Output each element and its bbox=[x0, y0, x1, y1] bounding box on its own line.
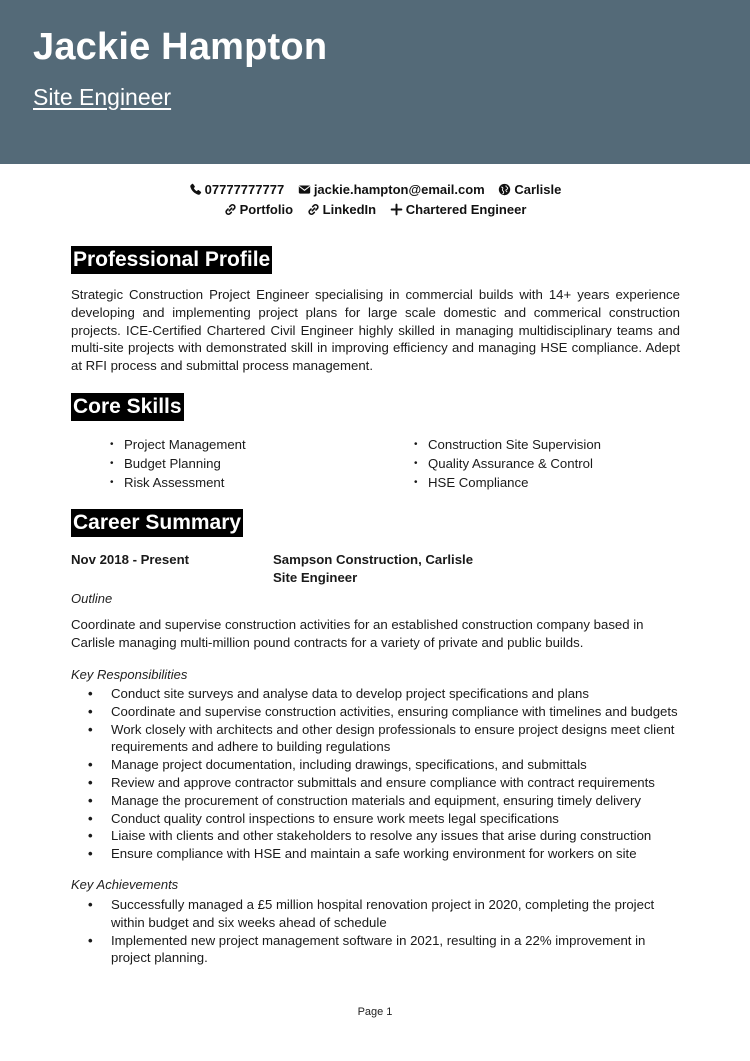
contact-credential bbox=[390, 202, 527, 217]
list-item: • Conduct site surveys and analyse data to develop project specifications and plans bbox=[88, 685, 688, 703]
candidate-name: Jackie Hampton bbox=[33, 26, 328, 68]
globe-icon bbox=[498, 183, 511, 196]
page-number: Page 1 bbox=[357, 1006, 393, 1018]
responsibilities-list bbox=[88, 685, 688, 863]
contact-phone-text: 07777777777 bbox=[204, 182, 285, 197]
contact-linkedin[interactable] bbox=[307, 202, 376, 217]
contact-credential-text: Chartered Engineer bbox=[405, 202, 527, 217]
skill-item: • Risk Assessment bbox=[110, 474, 246, 493]
list-item: • Ensure compliance with HSE and maintain a safe working environment for workers on site bbox=[88, 845, 688, 863]
envelope-icon bbox=[298, 183, 311, 196]
achievements-list bbox=[88, 896, 688, 967]
skill-item: • Quality Assurance & Control bbox=[414, 455, 601, 474]
plus-icon bbox=[390, 203, 403, 216]
job-dates: Nov 2018 - Present bbox=[71, 552, 190, 567]
skills-list-left bbox=[110, 436, 246, 492]
skills-list-right bbox=[414, 436, 601, 492]
contact-row-1 bbox=[0, 182, 750, 199]
candidate-role: Site Engineer bbox=[33, 84, 172, 110]
list-item: • Implemented new project management software in 2021, resulting in a 22% improvement in project planning. bbox=[88, 932, 688, 968]
contact-location bbox=[498, 182, 561, 197]
list-item: • Manage the procurement of construction materials and equipment, ensuring timely delivery bbox=[88, 792, 688, 810]
contact-phone bbox=[189, 182, 285, 197]
achievements-label: Key Achievements bbox=[71, 877, 179, 892]
section-title-profile: Professional Profile bbox=[71, 246, 272, 274]
contact-linkedin-text: LinkedIn bbox=[322, 202, 377, 217]
contact-portfolio-text: Portfolio bbox=[239, 202, 294, 217]
list-item: • Manage project documentation, including drawings, specifications, and submittals bbox=[88, 756, 688, 774]
skill-item: • Project Management bbox=[110, 436, 246, 455]
header-banner bbox=[0, 0, 750, 164]
profile-text: Strategic Construction Project Engineer specialising in commercial builds with 14+ years experience developing and implementing project plans for large scale domestic and commerical construction projects. ICE-Certified Chartered Civil Engineer highly skilled in managing multidisciplinary teams and multi-site projects with demonstrated skill in improving efficiency and managing HSE compliance. Adept at RFI process and submittal process management. bbox=[71, 287, 680, 374]
contact-portfolio[interactable] bbox=[224, 202, 293, 217]
list-item: • Review and approve contractor submittals and ensure compliance with contract requirements bbox=[88, 774, 688, 792]
outline-label: Outline bbox=[71, 591, 113, 606]
list-item: • Coordinate and supervise construction activities, ensuring compliance with timelines and budgets bbox=[88, 703, 688, 721]
outline-text: Coordinate and supervise construction activities for an established construction company based in Carlisle managing multi-million pound contracts for a variety of private and public builds. bbox=[71, 617, 644, 650]
section-title-skills: Core Skills bbox=[71, 393, 184, 421]
list-item: • Successfully managed a £5 million hospital renovation project in 2020, completing the project within budget and six weeks ahead of schedule bbox=[88, 896, 688, 932]
section-title-career: Career Summary bbox=[71, 509, 243, 537]
list-item: • Conduct quality control inspections to ensure work meets legal specifications bbox=[88, 810, 688, 828]
job-title: Site Engineer bbox=[273, 570, 358, 585]
link-icon bbox=[307, 203, 320, 216]
phone-icon bbox=[189, 183, 202, 196]
skill-item: • Construction Site Supervision bbox=[414, 436, 601, 455]
job-company: Sampson Construction, Carlisle bbox=[273, 552, 474, 567]
skill-item: • HSE Compliance bbox=[414, 474, 601, 493]
list-item: • Liaise with clients and other stakeholders to resolve any issues that arise during construction bbox=[88, 827, 688, 845]
contact-row-2 bbox=[0, 202, 750, 219]
responsibilities-label: Key Responsibilities bbox=[71, 667, 188, 682]
contact-location-text: Carlisle bbox=[514, 182, 562, 197]
skill-item: • Budget Planning bbox=[110, 455, 246, 474]
list-item: • Work closely with architects and other design professionals to ensure project designs meet client requirements and adhere to building regulations bbox=[88, 721, 688, 757]
link-icon bbox=[224, 203, 237, 216]
contact-email-text: jackie.hampton@email.com bbox=[313, 182, 485, 197]
contact-email[interactable] bbox=[298, 182, 485, 197]
